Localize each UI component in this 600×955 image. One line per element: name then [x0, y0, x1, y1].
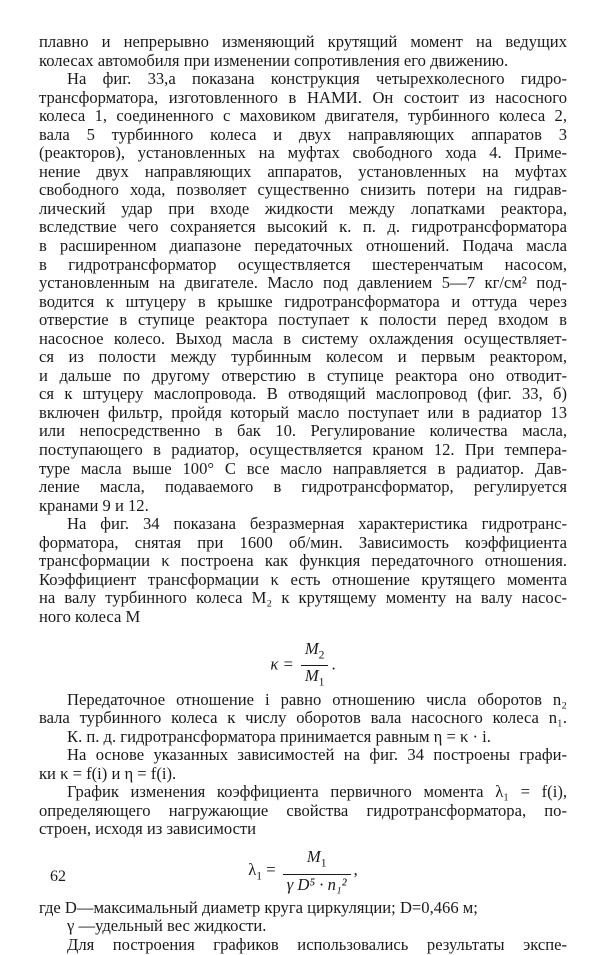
text-line: в гидротрансформатор осуществляется шестеренчатым насосом,: [39, 254, 567, 274]
paragraph-start: На основе указанных зависимостей на фиг. 34 построены графи-: [67, 745, 567, 765]
lambda-symbol: λ: [248, 859, 257, 879]
numerator-symbol: M: [306, 847, 321, 867]
text-line: лический удар при входе жидкости между лопатками реактора,: [39, 198, 567, 218]
text-line: в расширенном диапазоне передаточных отношений. Подача масла: [39, 236, 567, 256]
text-line: водится к штуцеру в крышке гидротрансформатора и оттуда через: [39, 291, 567, 311]
equals-sign: =: [266, 859, 276, 879]
text-line: насосное колесо. Выход масла в систему охлаждения осуществляет-: [39, 328, 567, 348]
text-line: ление масла, подаваемого в гидротрансформатор, регулируется: [39, 477, 567, 497]
formula-tail: ,: [353, 859, 358, 879]
denominator: [301, 666, 329, 692]
text-line: на валу турбинного колеса M₂ к крутящему моменту на валу насос-: [39, 588, 567, 608]
text-line: плавно и непрерывно изменяющий крутящий момент на ведущих: [39, 32, 567, 51]
text-line: вследствие чего сохраняется высокий к. п. д. гидротрансформатора: [39, 217, 567, 237]
page-number: 62: [50, 868, 66, 885]
text-line: трансформации κ построена как функция передаточного отношения.: [39, 551, 567, 571]
fraction: [283, 847, 351, 894]
text-line: определяющего нагружающие свойства гидротрансформатора, по-: [39, 800, 567, 820]
text-line: установленным на двигателе. Масло под давлением 5—7 кг/см² под-: [39, 273, 567, 293]
text-line: отверстие в ступице реактора поступает к полости перед входом в: [39, 310, 567, 330]
paragraph-start: На фиг. 33,а показана конструкция четырехколесного гидро-: [67, 69, 567, 89]
text-line: колесах автомобиля при изменении сопротивления его движению.: [39, 50, 509, 70]
text-line: ки κ = f(i) и η = f(i).: [39, 763, 177, 783]
text-line: трансформатора, изготовленного в НАМИ. Он состоит из насосного: [39, 87, 567, 107]
formula-lhs: [248, 859, 263, 883]
text-line: включен фильтр, пройдя который масло поступает или в радиатор 13: [39, 402, 567, 422]
text-line: и дальше по другому отверстию в ступице реактора оно отводит-: [39, 365, 567, 385]
text-line: (реакторов), установленных на муфтах свободного хода 4. Приме-: [39, 143, 567, 163]
text-line: туре масла выше 100° С все масло направляется в радиатор. Дав-: [39, 458, 567, 478]
numerator: [301, 639, 329, 666]
text-line: ного колеса M: [39, 606, 141, 626]
text-line: нение двух направляющих аппаратов, установленных на муфтах: [39, 161, 567, 181]
fraction: [301, 639, 329, 693]
text-line: где D—максимальный диаметр круга циркуляции; D=0,466 м;: [39, 897, 478, 917]
numerator-subscript: 1: [320, 856, 327, 870]
text-line: форматора, снятая при 1600 об/мин. Зависимость коэффициента: [39, 532, 567, 552]
formula-tail: .: [331, 654, 336, 674]
text-line: ся к штуцеру маслопровода. В отводящий маслопровод (фиг. 33, б): [39, 384, 567, 404]
formula-primary-moment-coefficient: [39, 847, 567, 893]
text-line: колеса 1, соединенного с маховиком двигателя, турбинного колеса 2,: [39, 106, 567, 126]
paragraph-start: Для построения графиков использовались результаты экспе-: [67, 934, 567, 954]
text-line: вала 5 турбинного колеса и двух направляющих аппаратов 3: [39, 124, 567, 144]
text-line: Коэффициент трансформации κ есть отношение крутящего момента: [39, 569, 567, 589]
text-line: поступающего в радиатор, осуществляется краном 12. При темпера-: [39, 440, 567, 460]
lambda-subscript: 1: [256, 869, 263, 883]
formula-lhs: κ =: [270, 654, 294, 674]
text-line: ся из полости между турбинным колесом и первым реактором,: [39, 347, 567, 367]
text-line: кранами 9 и 12.: [39, 495, 149, 515]
text-line: γ —удельный вес жидкости.: [67, 916, 267, 936]
numerator-subscript: 2: [318, 647, 325, 661]
paragraph-start: Передаточное отношение i равно отношению числа оборотов n₂: [67, 689, 567, 709]
denominator-subscript: 1: [318, 675, 325, 689]
paragraph-start: График изменения коэффициента первичного момента λ₁ = f(i),: [67, 782, 567, 802]
denominator-symbol: M: [304, 665, 319, 685]
numerator: [283, 847, 351, 874]
text-line: или непосредственно в бак 10. Регулирование количества масла,: [39, 421, 567, 441]
numerator-symbol: M: [304, 638, 319, 658]
paragraph-start: На фиг. 34 показана безразмерная характеристика гидротранс-: [67, 514, 567, 534]
paragraph-start: К. п. д. гидротрансформатора принимается равным η = κ · i.: [67, 726, 491, 746]
page-body: [39, 33, 567, 955]
text-line: строен, исходя из зависимости: [39, 819, 257, 839]
denominator: γ D⁵ · n₁²: [286, 874, 347, 894]
formula-transformation-coefficient: [39, 638, 567, 689]
text-line: свободного хода, позволяет существенно снизить потери на гидрав-: [39, 180, 567, 200]
text-line: вала турбинного колеса к числу оборотов вала насосного колеса n₁.: [39, 708, 567, 728]
